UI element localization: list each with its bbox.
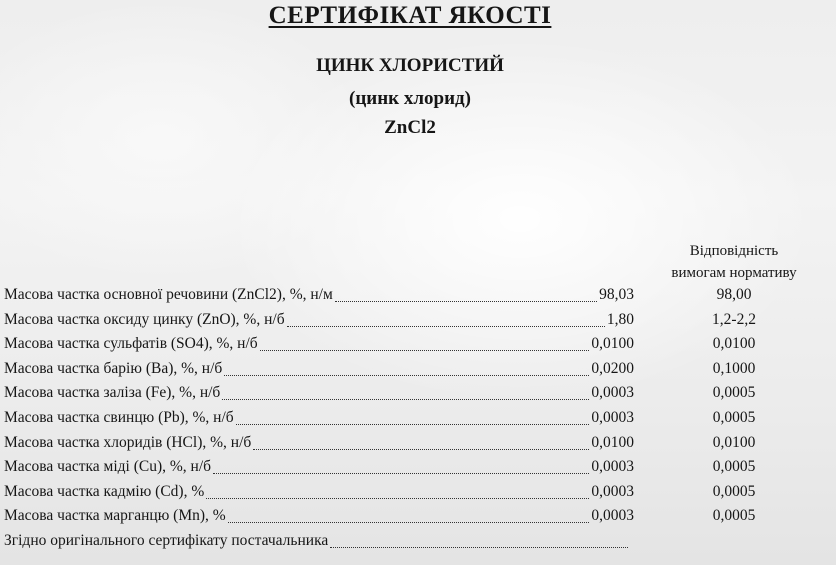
spec-actual-value: 0,0003: [591, 384, 634, 402]
spec-label: Масова частка оксиду цинку (ZnO), %, н/б: [4, 310, 285, 328]
compliance-header-line2: вимогам нормативу: [671, 265, 797, 281]
specification-table: [4, 283, 834, 554]
dot-leader: [222, 398, 589, 400]
dot-leader: [224, 374, 589, 376]
spec-required-value: 98,00: [716, 286, 752, 303]
spec-required-value: 0,0005: [712, 384, 756, 402]
spec-required-value: 0,0100: [712, 335, 756, 353]
spec-label: Масова частка міді (Cu), %, н/б: [4, 458, 212, 476]
spec-required-value: 0,0005: [712, 408, 756, 426]
spec-row-ba: [4, 357, 834, 382]
dot-leader: [236, 423, 590, 425]
dot-leader: [206, 497, 589, 499]
dot-leader: [260, 349, 590, 351]
dot-leader: [228, 521, 590, 523]
product-alt-name: (цинк хлорид): [349, 88, 471, 109]
spec-row-fe: [4, 381, 834, 406]
spec-row-mn: [4, 504, 834, 529]
compliance-column-header: [634, 240, 834, 284]
dot-leader: [213, 472, 589, 474]
spec-required-value: 0,0005: [712, 507, 756, 525]
spec-label: Масова частка заліза (Fe), %, н/б: [4, 384, 221, 402]
spec-required-value: 0,1000: [712, 359, 756, 377]
spec-row-cd: [4, 480, 834, 505]
dot-leader: [253, 448, 589, 450]
spec-label: Масова частка основної речовини (ZnCl2), %, н/м: [4, 286, 333, 303]
spec-actual-value: 1,80: [606, 310, 634, 328]
spec-required-value: 0,0005: [712, 458, 756, 476]
spec-required-value: 0,0005: [712, 482, 756, 500]
spec-row-hcl: [4, 431, 834, 456]
spec-row-zncl2: [4, 283, 834, 308]
spec-actual-value: 0,0003: [591, 507, 634, 525]
spec-row-cu: [4, 455, 834, 480]
spec-label: Масова частка марганцю (Mn), %: [4, 507, 226, 525]
spec-label: Масова частка сульфатів (SO4), %, н/б: [4, 335, 258, 353]
spec-actual-value: 98,03: [599, 286, 634, 303]
spec-label: Масова частка свинцю (Pb), %, н/б: [4, 408, 234, 426]
dot-leader: [335, 300, 597, 302]
dot-leader: [330, 546, 628, 548]
spec-actual-value: 0,0200: [591, 359, 634, 377]
product-name: ЦИНК ХЛОРИСТИЙ: [316, 55, 504, 76]
certificate-title: СЕРТИФІКАТ ЯКОСТІ: [268, 2, 552, 29]
dot-leader: [287, 325, 605, 327]
spec-row-so4: [4, 332, 834, 357]
product-formula: ZnCl2: [384, 117, 436, 138]
spec-row-pb: [4, 406, 834, 431]
spec-actual-value: 0,0100: [591, 335, 634, 353]
spec-label: Масова частка кадмію (Cd), %: [4, 482, 205, 500]
spec-actual-value: 0,0003: [591, 408, 634, 426]
supplier-certificate-note: [4, 529, 834, 554]
compliance-header-line1: Відповідність: [689, 243, 779, 259]
spec-actual-value: 0,0100: [591, 433, 634, 451]
spec-label: Масова частка барію (Ba), %, н/б: [4, 359, 223, 377]
spec-required-value: 1,2-2,2: [712, 310, 756, 328]
spec-actual-value: 0,0003: [591, 458, 634, 476]
spec-row-zno: [4, 308, 834, 333]
spec-required-value: 0,0100: [712, 433, 756, 451]
spec-actual-value: 0,0003: [591, 482, 634, 500]
spec-label: Масова частка хлоридів (HCl), %, н/б: [4, 433, 252, 451]
footer-note-label: Згідно оригінального сертифікату постачальника: [4, 531, 329, 549]
